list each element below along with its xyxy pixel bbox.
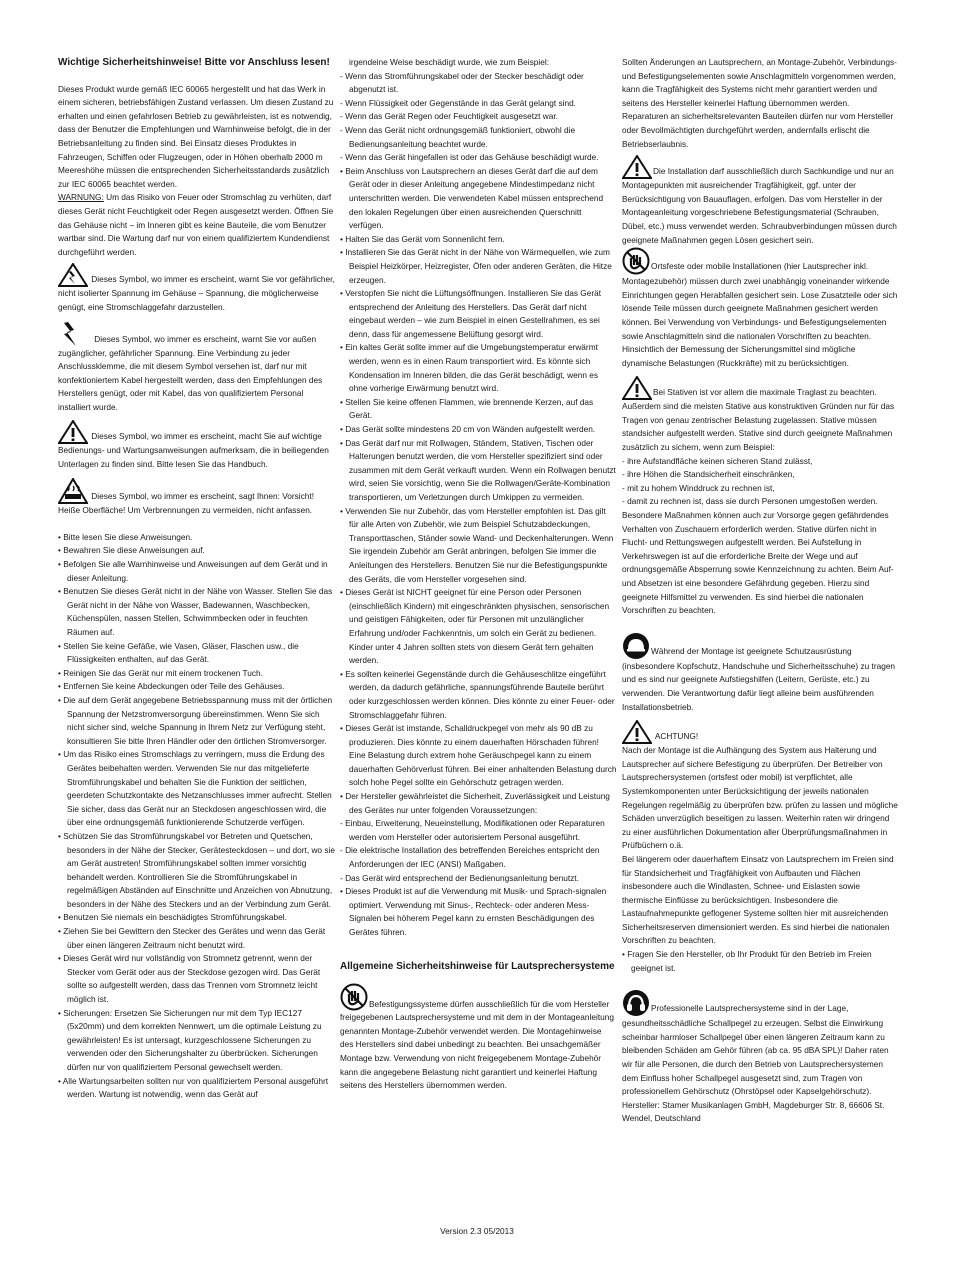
stands-conditions-list [622,455,899,509]
list-item: • Verstopfen Sie nicht die Lüftungsöffnungen. Installieren Sie das Gerät entsprechend der Anleitung des Herstellers. Das Gerät darf nicht eingebaut werden – wie zum Beispiel in einen Gestellrahmen, es sei denn, dass für angemessene Belüftung gesorgt wird. [340,288,602,339]
list-item: - Wenn das Gerät hingefallen ist oder das Gehäuse beschädigt wurde. [340,152,599,163]
helmet-text: Während der Montage ist geeignete Schutzausrüstung (insbesondere Kopfschutz, Handschuhe und Sicherheitsschuhe) zu tragen und es sind nur geeignete Aufstiegshilfen (Leitern, Gerüste, etc.) zu verwenden. Die Verantwortung dafür liegt alleine beim ausführenden Installationsbetrieb. [622,645,896,712]
warning-paragraph [58,191,336,259]
safety-bullet-list-2 [340,165,617,818]
warranty-conditions-list [340,817,617,885]
hearing-text: Professionelle Lautsprechersysteme sind in der Lage, gesundheitsschädliche Schallpegel zu erzeugen. Selbst die Einwirkung scheinbar harmloser Schallpegel über einen längeren Zeitraum kann zu bleibenden Schäden am Gehör führen (ab ca. 95 dBA SPL)! Daher raten wir für alle Personen, die durch den Betrieb von Lautsprechersystemen dem Einfluss hoher Schallpegel ausgesetzt sind, zum Tragen von professionellem Gehörschutz (Ohrstöpsel oder Kapselgehörschutz). [622,1003,889,1097]
achtung-paragraph [622,720,899,744]
list-item: - Die elektrische Installation des betreffenden Bereiches entspricht den Anforderungen der IEC (ANSI) Maßgaben. [340,845,600,870]
list-item: • Stellen Sie keine offenen Flammen, wie brennende Kerzen, auf das Gerät. [340,396,594,421]
list-item: • Das Gerät sollte mindestens 20 cm von Wänden aufgestellt werden. [340,424,596,435]
exclamation-triangle-icon [58,420,88,444]
warning-label: WARNUNG: [58,192,104,203]
main-heading: Wichtige Sicherheitshinweise! Bitte vor Anschluss lesen! [58,57,330,68]
list-item: • Dieses Produkt ist auf die Verwendung mit Musik- und Sprach-signalen optimiert. Verwendung mit Sinus-, Rechteck- oder anderen Mess-Signalen bei höherem Pegel kann zu ernsten Beschädigungen des Gerätes führen. [340,886,607,937]
list-item: • Halten Sie das Gerät vom Sonnenlicht fern. [340,233,505,244]
list-item: • Dieses Gerät ist imstande, Schalldruckpegel von mehr als 90 dB zu produzieren. Dies könnte zu einem dauerhaften Hörschaden führen! Eine Belastung durch extrem hohe Geräuschpegel kann zu einem dauerhaften Gehörverlust führen. Bei einer anhaltenden Belastung durch solch hohe Pegel sollte ein Gehörschutz getragen werden. [340,723,617,788]
list-item: • Bewahren Sie diese Anweisungen auf. [58,545,205,556]
list-item: • Der Hersteller gewährleistet die Sicherheit, Zuverlässigkeit und Leistung des Gerätes nur unter folgenden Voraussetzungen: [340,791,610,815]
list-item: • Entfernen Sie keine Abdeckungen oder Teile des Gehäuses. [58,681,285,692]
list-item: - ihre Aufstandfläche keinen sicheren Stand zulässt, [622,455,813,466]
exclamation-triangle-icon [622,720,652,744]
column-1 [58,56,336,1206]
version-footer: Version 2.3 05/2013 [440,1226,514,1236]
installation-paragraph [622,155,899,247]
helmet-icon [622,632,650,660]
no-hand-icon [622,247,650,275]
list-item: • Die auf dem Gerät angegebene Betriebsspannung muss mit der örtlichen Spannung der Netzstromversorgung übereinstimmen. Wenn Sie sich nicht sicher sind, welche Spannung in Ihrem Netz zur Verfügung steht, konsultieren Sie bitte Ihren Händler oder den örtlichen Stromversorger. [58,694,333,746]
list-item: - Wenn das Stromführungskabel oder der Stecker beschädigt oder abgenutzt ist. [340,70,584,95]
fixed-installation-paragraph [622,247,899,370]
exclamation-triangle-icon [622,376,652,400]
list-item: • Benutzen Sie dieses Gerät nicht in der Nähe von Wasser. Stellen Sie das Gerät nicht in der Nähe von Wasser, Badewannen, Waschbecken, Küchenspülen, nassen Stellen, Schwimmbecken oder in feuchten Räumen auf. [58,586,333,637]
installation-text: Die Installation darf ausschließlich durch Sachkundige und nur an Montagepunkten mit ausreichender Tragfähigkeit, ggf. unter der Berücksichtigung von Bauauflagen, erfolgen. Das vom Hersteller in der Montageanleitung vorgeschriebene Befestigungsmaterial (Schrauben, Dübel, etc.) muss verwendet werden. Schraubverbindungen müssen durch geeignete Maßnahmen gegen Lösen gesichert sein. [622,166,897,245]
list-item: - Einbau, Erweiterung, Neueinstellung, Modifikationen oder Reparaturen werden vom Hersteller oder autorisiertem Personal ausgeführt. [340,818,605,842]
list-item: • Ein kaltes Gerät sollte immer auf die Umgebungstemperatur erwärmt werden, wenn es in einen Raum transportiert wird. Es könnte sich Kondensation im Inneren bilden, die das Gerät beschädigt, wenn es ohne vorherige Erwärmung benutzt wird. [340,342,599,394]
list-item: - Wenn Flüssigkeit oder Gegenstände in das Gerät gelangt sind. [340,97,576,108]
special-measures-paragraph: Besondere Maßnahmen können auch zur Vorsorge gegen gefährdendes Verhalten von Zuschauern erforderlich werden. Stative dürfen nicht in Flucht- und Rettungswegen aufgestellt werden. Bei Aufstellung in Verkehrswegen ist auf die erforderliche Breite der Wege und auf ordnungsgemäße Absperrung sowie Kennzeichnung zu achten. Beim Auf- und Absetzen ist eine besondere Gefährdung gegeben. Hierzu sind geeignete Hilfsmittel zu verwenden. Es sind hierbei die nationalen Vorschriften zu beachten. [622,510,894,616]
list-item: • Ziehen Sie bei Gewittern den Stecker des Gerätes und wenn das Gerät über einen längeren Zeitraum nicht benutzt wird. [58,926,326,950]
exclamation-triangle-icon [622,155,652,179]
list-item: • Das Gerät darf nur mit Rollwagen, Ständern, Stativen, Tischen oder Halterungen benutzt werden, die vom Hersteller spezifiziert sind oder zusammen mit dem Gerät verkauft wurden. Wenn ein Rollwagen benutzt wird, seien Sie vorsichtig, wenn Sie die Rollwagen/Geräte-Kombination transportieren, um Verletzungen durch Umkippen zu vermeiden. [340,437,616,502]
list-item: • Dieses Gerät wird nur vollständig von Stromnetz getrennt, wenn der Stecker vom Gerät oder aus der Steckdose gezogen wird. Das Gerät sollte so aufgestellt werden, dass das Trennen vom Stromnetz leicht möglich ist. [58,953,321,1005]
symbol-hot-paragraph [58,478,336,518]
list-item: • Alle Wartungsarbeiten sollten nur von qualifiziertem Personal ausgeführt werden. Wartung ist notwendig, wenn das Gerät auf [58,1075,329,1100]
hearing-paragraph [622,989,899,1099]
list-item: - Das Gerät wird entsprechend der Bedienungsanleitung benutzt. [340,872,579,883]
symbol-exclamation-text: Dieses Symbol, wo immer es erscheint, macht Sie auf wichtige Bedienungs- und Wartungsanweisungen aufmerksam, die in beiliegenden Unterlagen zu finden sind. Bitte lesen Sie das Handbuch. [58,431,329,470]
outdoor-paragraph: Bei längerem oder dauerhaftem Einsatz von Lautsprechern im Freien sind für Standsicherheit und Tragfähigkeit von Aufbauten und Flächen insbesondere auch die Windlasten, Schnee- und Eislasten sowie thermische Einflüsse zu berücksichtigen. Insbesondere die Lastaufnahmepunkte geflogener Systeme sollten hier mit ausreichenden Sicherheitsreserven dimensioniert werden. Es sind hierbei die nationalen Vorschriften zu beachten. [622,853,894,946]
symbol-lightning-paragraph [58,263,336,314]
list-item: • Beim Anschluss von Lautsprechern an dieses Gerät darf die auf dem Gerät oder in dieser Anleitung angegebene Mindestimpedanz nicht unterschritten werden. Die verwendeten Kabel müssen entsprechend den lokalen Regelungen über einen ausreichenden Querschnitt verfügen. [340,165,604,231]
list-item: - mit zu hohem Winddruck zu rechnen ist, [622,482,775,493]
changes-paragraph: Sollten Änderungen an Lautsprechern, an Montage-Zubehör, Verbindungs- und Befestigungselementen sowie Anschlagmitteln vorgenommen werden, kann die Tragfähigkeit des Systems nicht mehr garantiert werden und seitens des Hersteller keinerlei Haftung übernommen werden. [622,57,897,108]
list-item: • Dieses Gerät ist NICHT geeignet für eine Person oder Personen (einschließlich Kindern) mit eingeschränkten physischen, sensorischen und geistigen Fähigkeiten, oder für Personen mit unzulänglicher Erfahrung und/oder Fachkenntnis, um solch ein Gerät zu bedienen. Kinder unter 4 Jahren sollten stets von diesem Gerät fern gehalten werden. [340,587,610,666]
list-item: • Fragen Sie den Hersteller, ob Ihr Produkt für den Betrieb im Freien geeignet ist. [622,949,872,973]
symbol-bolt-text: Dieses Symbol, wo immer es erscheint, warnt Sie vor außen zugänglicher, gefährlicher Spannung. Eine Verbindung zu jeder Anschlussklemme, die mit diesem Symbol versehen ist, darf nur mit konfektioniertem Kabel hergestellt werden, dass den Empfehlungen des Herstellers genügt, oder mit Kabel, das von qualifiziertem Personal installiert wurde. [58,333,323,412]
lightning-bolt-icon [58,321,82,347]
hot-surface-icon [58,478,88,504]
no-hand-icon [340,983,368,1011]
symbol-lightning-text: Dieses Symbol, wo immer es erscheint, warnt Sie vor gefährlicher, nicht isolierter Spannung im Gehäuse – Spannung, die möglicherweise genügt, eine Stromschlaggefahr darzustellen. [58,274,335,312]
warning-text: Um das Risiko von Feuer oder Stromschlag zu verhüten, darf dieses Gerät nicht Feuchtigkeit oder Regen ausgesetzt werden. Öffnen Sie das Gehäuse nicht – im Inneren gibt es keine Bauteile, die vom Benutzer wartbar sind. Die Wartung darf nur von einem qualifiziertem Kundendienst durchgeführt werden. [58,192,334,257]
column-2 [340,56,617,1206]
symbol-bolt-paragraph [58,321,336,415]
list-item: • Stellen Sie keine Gefäße, wie Vasen, Gläser, Flaschen usw., die Flüssigkeiten enthalten, auf das Gerät. [58,640,299,665]
symbol-exclamation-paragraph [58,420,336,471]
after-mount-paragraph: Nach der Montage ist die Aufhängung des System aus Halterung und Lautsprecher auf sichere Befestigung zu überprüfen. Der Betreiber von Lautsprechersystemen (ortsfest oder mobil) ist verpflichtet, alle Systemkomponenten unter Berücksichtigung der jeweils nationalen Regelungen regelmäßig zu überprüfen bzw. prüfen zu lassen und mögliche Schäden unverzüglich beseitigen zu lassen. Weiterhin raten wir dringend zu einer ausführlichen Dokumentation aller Überprüfungsmaßnahmen in Prüfbüchern o.ä. [622,745,898,851]
list-item: • Installieren Sie das Gerät nicht in der Nähe von Wärmequellen, wie zum Beispiel Heizkörper, Heizregister, Öfen oder anderen Geräten, die Hitze erzeugen. [340,247,612,285]
repairs-paragraph: Reparaturen an sicherheitsrelevanten Bauteilen dürfen nur vom Hersteller oder Bevollmächtigten durchgeführt werden, andernfalls erlischt die Betriebserlaubnis. [622,111,894,149]
manufacturer-address: Hersteller: Stamer Musikanlagen GmbH, Magdeburger Str. 8, 66606 St. Wendel, Deutschland [622,1099,885,1124]
mount-text: Befestigungssysteme dürfen ausschließlich für die vom Hersteller freigegebenen Lautsprechersysteme und mit dem in der Montageanleitung genannten Montage-Zubehör verwendet werden. Die Montagehinweise des Herstellers sind dabei unbedingt zu beachten. Bei unsachgemäßer Montage bzw. Verwendung von nicht freigegebenem Montage-Zubehör kann die angegebene Belastung nicht garantiert und keinerlei Haftung seitens des Herstellers übernommen werden. [340,998,614,1091]
mount-paragraph [340,983,617,1093]
list-item: • Benutzen Sie niemals ein beschädigtes Stromführungskabel. [58,912,287,923]
safety-bullet-list [58,531,336,1102]
list-item: - damit zu rechnen ist, dass sie durch Personen umgestoßen werden. [622,496,878,507]
list-item: - Wenn das Gerät Regen oder Feuchtigkeit ausgesetzt war. [340,111,558,122]
damage-conditions-list [340,70,617,165]
list-item: • Verwenden Sie nur Zubehör, das vom Hersteller empfohlen ist. Das gilt für alle Arten von Zubehör, wie zum Beispiel Schutzabdeckungen, Transporttaschen, Ständer sowie Wand- und Deckenhalterungen. Wenn Sie irgendein Zubehör am Gerät anbringen, befolgen Sie immer die Anleitungen des Herstellers. Benutzen Sie nur die Befestigungspunkte des Geräts, die vom Hersteller vorgesehen sind. [340,505,614,584]
stands-text: Bei Stativen ist vor allem die maximale Traglast zu beachten. Außerdem sind die meisten Stative aus konstruktiven Gründen nur für das Tragen von genau zentrischer Belastung zugelassen. Stative müssen standsicher aufgestellt werden. Stative sind durch geeignete Maßnahmen zusätzlich zu sichern, wenn zum Beispiel: [622,387,895,453]
list-item: • Es sollten keinerlei Gegenstände durch die Gehäuseschlitze eingeführt werden, da dadurch gefährliche, spannungsführende Bauteile berührt oder kurzgeschlossen werden können. Dies könnte zu einer Feuer- oder Stromschlaggefahr führen. [340,668,615,720]
lightning-triangle-icon [58,263,88,287]
list-item: • Bitte lesen Sie diese Anweisungen. [58,531,193,542]
column-3 [622,56,899,1206]
helmet-paragraph [622,632,899,714]
list-item: • Reinigen Sie das Gerät nur mit einem trockenen Tuch. [58,667,263,678]
list-item: - ihre Höhen die Standsicherheit einschränken, [622,469,795,480]
continuation-text: irgendeine Weise beschädigt wurde, wie zum Beispiel: [349,57,550,67]
list-item: • Befolgen Sie alle Warnhinweise und Anweisungen auf dem Gerät und in dieser Anleitung. [58,559,328,583]
ear-protection-icon [622,989,650,1017]
list-item: • Sicherungen: Ersetzen Sie Sicherungen nur mit dem Typ IEC127 (5x20mm) und dem korrekten Nennwert, um die optimale Leistung zu gewährleisten! Es ist untersagt, kurzgeschlossene Sicherungen zu verwenden oder den Sicherungshalter zu überbrücken. Sicherungen dürfen nur von qualifiziertem Personal gewechselt werden. [58,1007,322,1072]
list-item: • Um das Risiko eines Stromschlags zu verringern, muss die Erdung des Gerätes beibehalten werden. Verwenden Sie nur das mitgelieferte Stromführungskabel und behalten Sie die Funktion der seitlichen, geerdeten Schutzkontakte des Netzanschlusses immer aufrecht. Stellen Sie sicher, dass das Gerät nur an Steckdosen angeschlossen wird, die über eine ordnungsgemäß funktionierende Schutzerde verfügen. [58,749,332,828]
speaker-heading: Allgemeine Sicherheitshinweise für Lautsprechersysteme [340,960,615,972]
fixed-installation-text: Ortsfeste oder mobile Installationen (hier Lautsprecher inkl. Montagezubehör) müssen durch zwei unabhängig voneinander wirkende Einrichtungen gegen Herabfallen gesichert sein. Lose Zusatzteile oder sich lösende Teile müssen durch geeignete Maßnahmen gesichert werden können. Bei Verwendung von Verbindungs- und Befestigungselementen sowie Anschlagmitteln sind die nationalen Vorschriften zu beachten. Hinsichtlich der Bemessung der Sicherungsmittel sind mögliche dynamische Belastungen (Ruckkräfte) mit zu berücksichtigen. [622,261,898,368]
list-item: - Wenn das Gerät nicht ordnungsgemäß funktioniert, obwohl die Bedienungsanleitung beachtet wurde. [340,124,576,149]
achtung-label: ACHTUNG! [653,731,699,742]
symbol-hot-text: Dieses Symbol, wo immer es erscheint, sagt Ihnen: Vorsicht! Heiße Oberfläche! Um Verbrennungen zu vermeiden, nicht anfassen. [58,490,315,515]
list-item: • Schützen Sie das Stromführungskabel vor Betreten und Quetschen, besonders in der Nähe der Stecker, Gerätesteckdosen – und dort, wo sie am Gerät austreten! Stromführungskabel sollten immer vorsichtig behandelt werden. Kontrollieren Sie die Stromführungskabel in regelmäßigen Abständen auf Einschnitte und Anzeichen von Abnutzung, besonders in der Nähe des Steckers und an der Verbindung zum Gerät. [58,830,335,909]
stands-paragraph [622,376,899,454]
intro-paragraph: Dieses Produkt wurde gemäß IEC 60065 hergestellt und hat das Werk in einem sicheren, betriebsfähigen Zustand verlassen. Um diesen Zustand zu erhalten und einen gefahrlosen Betrieb zu gewährleisten, ist es notwendig, dass der Benutzer die Empfehlungen und Warnhinweise befolgt, die in der Betriebsanleitung zu finden sind. Bei Einsatz dieses Produktes in Fahrzeugen, Schiffen oder Flugzeugen, oder in Höhen oberhalb 2000 m Meereshöhe müssen die entsprechenden Sicherheitsstandards zusätzlich zur IEC 60065 beachtet werden. [58,83,334,189]
